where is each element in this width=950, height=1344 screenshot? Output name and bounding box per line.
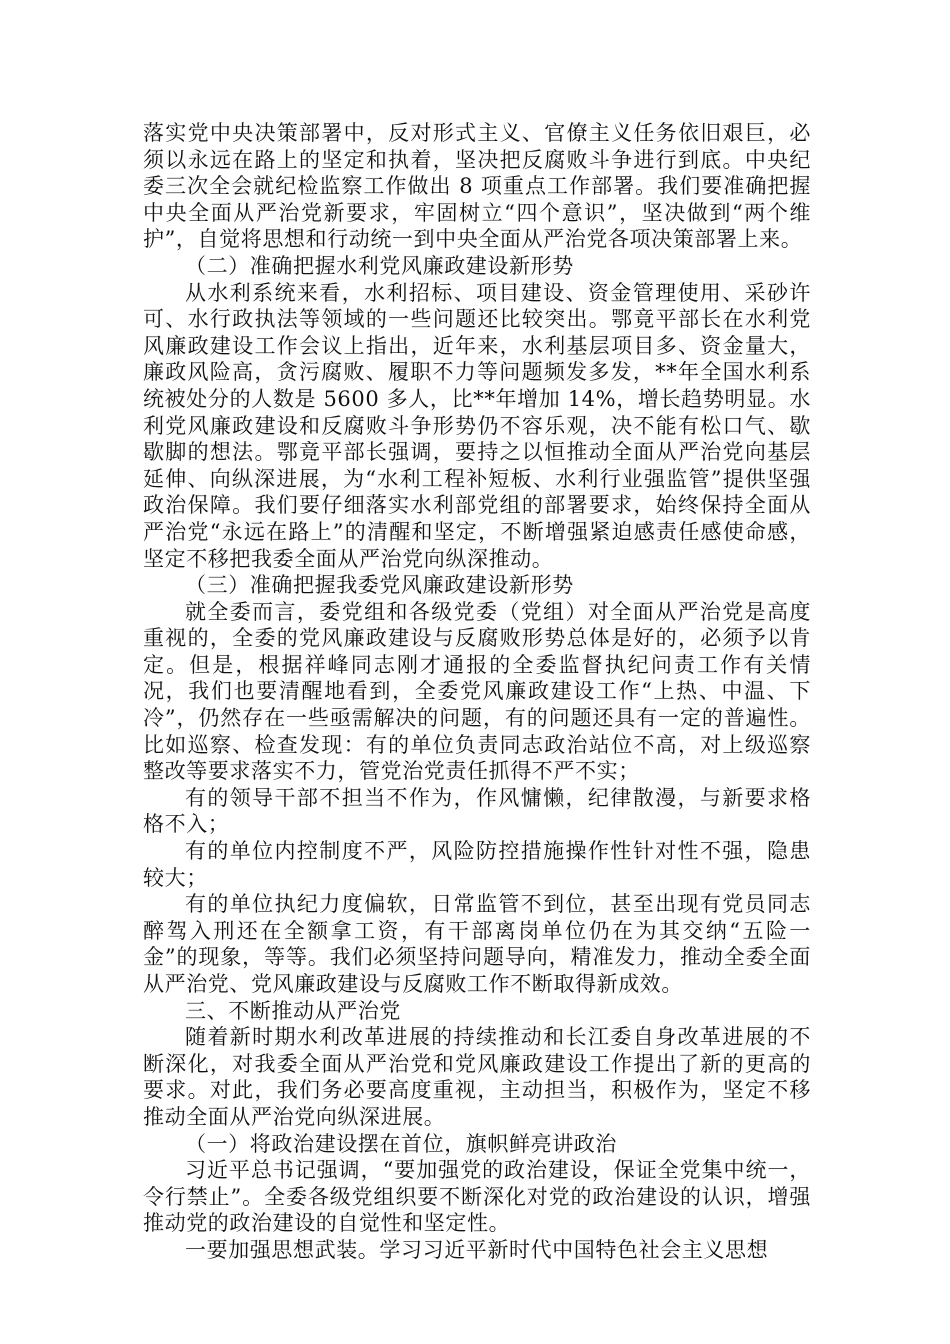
paragraph-13: 一要加强思想武装。学习习近平新时代中国特色社会主义思想 <box>185 1237 769 1262</box>
paragraph-10: 随着新时期水利改革进展的持续推动和长江委自身改革进展的不断深化，对我委全面从严治党和党风廉政建设工作提出了新的更高的要求。对此，我们务必要高度重视，主动担当，积极作为，坚定不移推动全面从严治党向纵深进展。 <box>143 1025 811 1129</box>
section-heading-4: （三）准确把握我委党风廉政建设新形势 <box>185 573 574 598</box>
paragraph-5: 就全委而言，委党组和各级党委（党组）对全面从严治党是高度重视的，全委的党风廉政建设与反腐败形势总体是好的，必须予以肯定。但是，根据祥峰同志刚才通报的全委监督执纪问责工作有关情况，我们也要清醒地看到，全委党风廉政建设工作“上热、中温、下冷”，仍然存在一些亟需解决的问题，有的问题还具有一定的普遍性。比如巡察、检查发现：有的单位负责同志政治站位不高，对上级巡察整改等要求落实不力，管党治党责任抓得不严不实； <box>143 599 811 784</box>
section-heading-11: （一）将政治建设摆在首位，旗帜鲜亮讲政治 <box>185 1131 617 1156</box>
paragraph-7: 有的单位内控制度不严，风险防控措施操作性针对性不强，隐患较大； <box>143 839 811 890</box>
section-heading-2: （二）准确把握水利党风廉政建设新形势 <box>185 253 574 278</box>
paragraph-3: 从水利系统来看，水利招标、项目建设、资金管理使用、采砂许可、水行政执法等领域的一些问题还比较突出。鄂竟平部长在水利党风廉政建设工作会议上指出，近年来，水利基层项目多、资金量大，廉政风险高，贪污腐败、履职不力等问题频发多发，**年全国水利系统被处分的人数是 5600 多人，比**年增加 14%，增长趋势明显。水利党风廉政建设和反腐败斗争形势仍不容乐观，决不能有松口气、歇歇脚的想法。鄂竟平部长强调，要持之以恒推动全面从严治党向基层延伸、向纵深进展，为“水利工程补短板、水利行业强监管”提供坚强政治保障。我们要仔细落实水利部党组的部署要求，始终保持全面从严治党“永远在路上”的清醒和坚定，不断增强紧迫感责任感使命感，坚定不移把我委全面从严治党向纵深推动。 <box>143 280 811 571</box>
paragraph-1: 落实党中央决策部署中，反对形式主义、官僚主义任务依旧艰巨，必须以永远在路上的坚定和执着，坚决把反腐败斗争进行到底。中央纪委三次全会就纪检监察工作做出 8 项重点工作部署。我们要准确把握中央全面从严治党新要求，牢固树立“四个意识”，坚决做到“两个维护”，自觉将思想和行动统一到中央全面从严治党各项决策部署上来。 <box>143 121 811 252</box>
section-heading-9: 三、不断推动从严治党 <box>185 998 401 1023</box>
document-page <box>143 120 811 1264</box>
paragraph-12: 习近平总书记强调，“要加强党的政治建设，保证全党集中统一，令行禁止”。全委各级党组织要不断深化对党的政治建设的认识，增强推动党的政治建设的自觉性和坚定性。 <box>143 1158 811 1236</box>
paragraph-8: 有的单位执纪力度偏软，日常监管不到位，甚至出现有党员同志醉驾入刑还在全额拿工资，有干部离岗单位仍在为其交纳“五险一金”的现象，等等。我们必须坚持问题导向，精准发力，推动全委全面从严治党、党风廉政建设与反腐败工作不断取得新成效。 <box>143 892 811 996</box>
paragraph-6: 有的领导干部不担当不作为，作风慵懒，纪律散漫，与新要求格格不入； <box>143 785 811 837</box>
